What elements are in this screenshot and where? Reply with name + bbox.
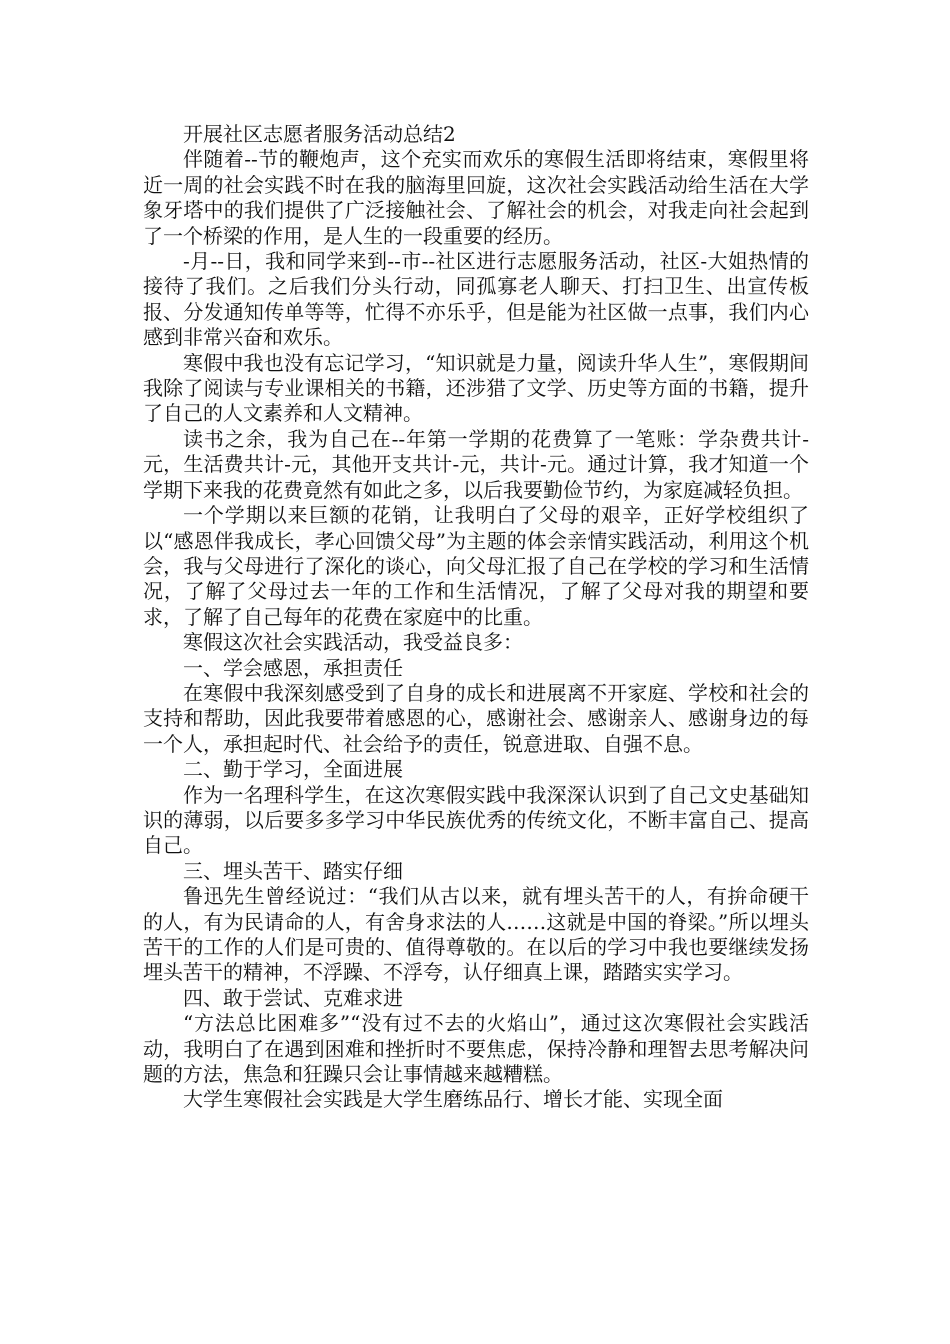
paragraph-1: 伴随着--节的鞭炮声，这个充实而欢乐的寒假生活即将结束，寒假里将近一周的社会实践不时在我的脑海里回旋，这次社会实践活动给生活在大学象牙塔中的我们提供了广泛接触社会、了解社会的机会，对我走向社会起到了一个桥梁的作用，是人生的一段重要的经历。 (143, 147, 809, 248)
document-title: 开展社区志愿者服务活动总结2 (183, 122, 456, 146)
section-heading-1: 一、学会感恩，承担责任 (183, 655, 403, 680)
paragraph-4: 读书之余，我为自己在--年第一学期的花费算了一笔账：学杂费共计-元，生活费共计-元，其他开支共计-元，共计-元。通过计算，我才知道一个学期下来我的花费竟然有如此之多，以后我要勤俭节约，为家庭减轻负担。 (143, 426, 809, 502)
paragraph-11: 大学生寒假社会实践是大学生磨练品行、增长才能、实现全面 (183, 1087, 723, 1112)
section-heading-3: 三、埋头苦干、踏实仔细 (183, 858, 403, 883)
paragraph-7: 在寒假中我深刻感受到了自身的成长和进展离不开家庭、学校和社会的支持和帮助，因此我要带着感恩的心，感谢社会、感谢亲人、感谢身边的每一个人，承担起时代、社会给予的责任，锐意进取、自强不息。 (143, 680, 809, 756)
paragraph-2: -月--日，我和同学来到--市--社区进行志愿服务活动，社区-大姐热情的接待了我们。之后我们分头行动，同孤寡老人聊天、打扫卫生、出宣传板报、分发通知传单等等，忙得不亦乐乎，但是能为社区做一点事，我们内心感到非常兴奋和欢乐。 (143, 249, 809, 350)
paragraph-5: 一个学期以来巨额的花销，让我明白了父母的艰辛，正好学校组织了以“感恩伴我成长，孝心回馈父母”为主题的体会亲情实践活动，利用这个机会，我与父母进行了深化的谈心，向父母汇报了自己在学校的学习和生活情况，了解了父母过去一年的工作和生活情况，了解了父母对我的期望和要求，了解了自己每年的花费在家庭中的比重。 (143, 503, 809, 629)
paragraph-6: 寒假这次社会实践活动，我受益良多： (183, 630, 523, 655)
paragraph-9: 鲁迅先生曾经说过：“我们从古以来，就有埋头苦干的人，有拚命硬干的人，有为民请命的人，有舍身求法的人……这就是中国的脊梁。”所以埋头苦干的工作的人们是可贵的、值得尊敬的。在以后的学习中我也要继续发扬埋头苦干的精神，不浮躁、不浮夸，认仔细真上课，踏踏实实学习。 (143, 884, 809, 985)
paragraph-3: 寒假中我也没有忘记学习，“知识就是力量，阅读升华人生”，寒假期间我除了阅读与专业课相关的书籍，还涉猎了文学、历史等方面的书籍，提升了自己的人文素养和人文精神。 (143, 350, 809, 426)
section-heading-4: 四、敢于尝试、克难求进 (183, 985, 403, 1010)
paragraph-10: “方法总比困难多”“没有过不去的火焰山”，通过这次寒假社会实践活动，我明白了在遇到困难和挫折时不要焦虑，保持冷静和理智去思考解决问题的方法，焦急和狂躁只会让事情越来越糟糕。 (143, 1011, 809, 1087)
document-body (143, 122, 809, 1113)
paragraph-8: 作为一名理科学生，在这次寒假实践中我深深认识到了自己文史基础知识的薄弱，以后要多多学习中华民族优秀的传统文化，不断丰富自己、提高自己。 (143, 782, 809, 858)
section-heading-2: 二、勤于学习，全面进展 (183, 757, 403, 782)
